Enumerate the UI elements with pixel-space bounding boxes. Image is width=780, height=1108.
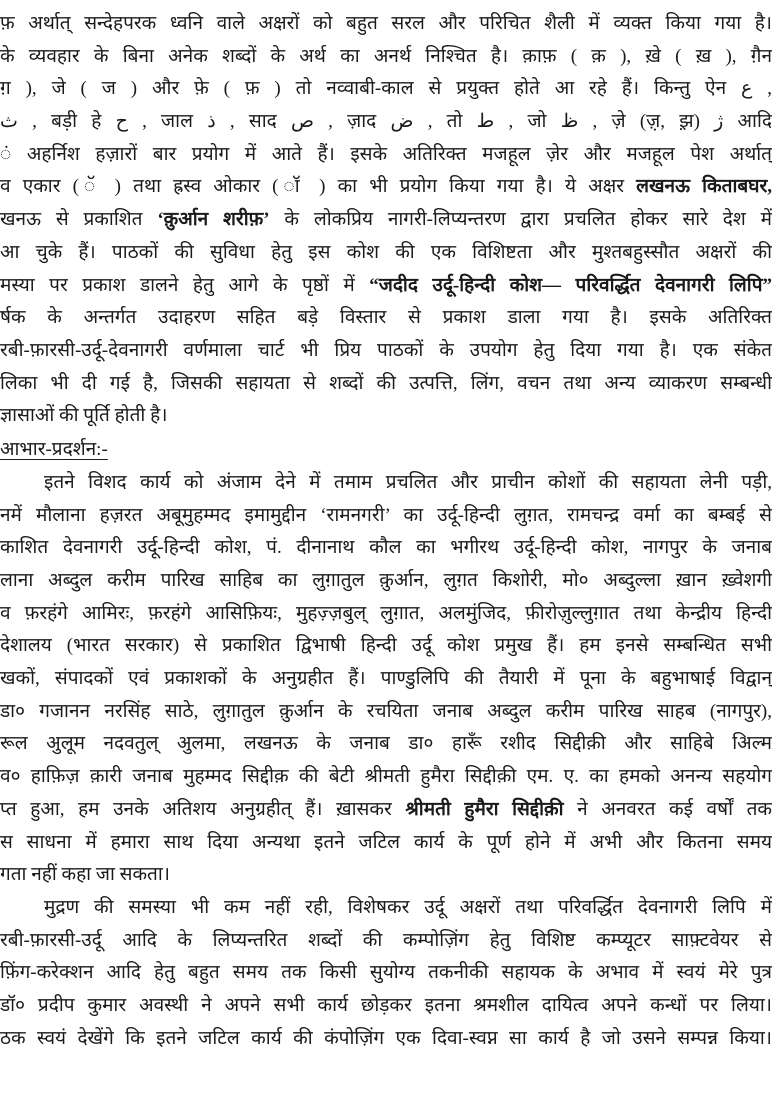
text-line — [0, 1023, 772, 1056]
text-segment: रबी-फ़ारसी-उर्दू-देवनागरी वर्णमाला चार्ट भी प्रिय पाठकों के उपयोग हेतु दिया गया है। एक संकेत — [0, 339, 772, 361]
text-segment: मुद्रण की समस्या भी कम नहीं रही, विशेषकर उर्दू अक्षरों तथा परिवर्द्धित देवनागरी लिपि में — [44, 896, 772, 918]
text-segment: ठक स्वयं देखेंगे कि इतने जटिल कार्य की कंपोज़िंग एक दिवा-स्वप्न सा कार्य है जो उसने सम्पन्न किया। — [0, 1027, 772, 1049]
text-segment: काशित देवनागरी उर्दू-हिन्दी कोश, पं. दीनानाथ कौल का भगीरथ उर्दू-हिन्दी कोश, नागपुर के जनाब — [0, 537, 772, 559]
acknowledgement-heading: आभार-प्रदर्शन:- — [0, 438, 108, 460]
bold-text: लखनऊ किताबघर, — [636, 176, 772, 198]
text-segment: लाना अब्दुल करीम पारिख साहिब का लुग़ातुल क़ुर्आन, लुग़त किशोरी, मो० अब्दुल्ला ख़ान ख़्वेशगी — [0, 570, 772, 591]
text-segment: र्षक के अन्तर्गत उदाहरण सहित बड़े विस्तार से प्रकाश डाला गया है। इसके अतिरिक्त — [0, 307, 772, 329]
text-segment: ज्ञासाओं की पूर्ति होती है। — [0, 405, 168, 427]
text-line — [0, 204, 772, 237]
text-line — [0, 139, 772, 172]
text-segment: खनऊ से प्रकाशित — [0, 209, 158, 231]
text-segment: खकों, संपादकों एवं प्रकाशकों के अनुग्रहीत हैं। पाण्डुलिपि की तैयारी में पूना के बहुभाषाई विद्वान् — [0, 668, 772, 690]
text-line — [0, 892, 772, 925]
text-line — [0, 171, 772, 204]
text-line — [0, 728, 772, 761]
text-segment: के व्यवहार के बिना अनेक शब्दों के अर्थ का अनर्थ निश्चित है। क़ाफ़ ( क़ ), ख़े ( ख़ ), ग़ैन — [0, 45, 772, 67]
text-segment: इतने विशद कार्य को अंजाम देने में तमाम प्रचलित और प्राचीन कोशों की सहायता लेनी पड़ी, — [44, 471, 772, 493]
text-segment: मस्या पर प्रकाश डालने हेतु आगे के पृष्ठों में — [0, 274, 370, 296]
text-segment: ث , बड़ी हे ح , जाल ذ , साद ص , ज़ाद ض , तो ط , जो ظ , ज़े (ज़़, झ़) ژ आदि — [0, 111, 772, 133]
text-segment: देशालय (भारत सरकार) से प्रकाशित द्विभाषी हिन्दी उर्दू कोश प्रमुख हैं। हम इनसे सम्बन्धित सभी — [0, 635, 772, 657]
text-segment: नमें मौलाना हज़रत अबूमुहम्मद इमामुद्दीन ‘रामनगरी’ का उर्दू-हिन्दी लुग़त, रामचन्द्र वर्मा का बम्बई से — [0, 504, 772, 526]
text-segment: ं अहर्निश हज़ारों बार प्रयोग में आते हैं। इसके अतिरिक्त मजहूल ज़ेर और मजहूल पेश अर्थात् — [0, 143, 772, 165]
paragraph-acknowledgements — [0, 467, 772, 892]
text-line — [0, 106, 772, 139]
text-line — [0, 990, 772, 1023]
text-line — [0, 957, 772, 990]
text-segment: डा० गजानन नरसिंह साठे, लुग़ातुल क़ुर्आन के रचयिता जनाब अब्दुल करीम पारिख साहब (नागपुर), — [0, 700, 772, 722]
text-segment: डॉ० प्रदीप कुमार अवस्थी ने अपने सभी कार्य छोड़कर इतना श्रमशील दायित्व अपने कन्धों पर लिया। — [0, 994, 772, 1016]
paragraph-script-notes — [0, 8, 772, 433]
text-segment: फ़ अर्थात् सन्देहपरक ध्वनि वाले अक्षरों को बहुत सरल और परिचित शैली में व्यक्त किया गया है। — [0, 13, 772, 34]
text-segment: प्त हुआ, हम उनके अतिशय अनुग्रहीत् हैं। ख़ासकर — [0, 798, 406, 820]
text-line — [0, 532, 772, 565]
text-segment: गता नहीं कहा जा सकता। — [0, 864, 171, 886]
text-line — [0, 73, 772, 106]
text-line — [0, 827, 772, 860]
text-line — [0, 8, 772, 41]
bold-text: “जदीद उर्दू-हिन्दी कोश— परिवर्द्धित देवनागरी लिपि” — [369, 274, 772, 296]
document-page — [0, 8, 772, 1055]
text-line — [0, 302, 772, 335]
text-line — [0, 467, 772, 500]
text-line — [0, 41, 772, 74]
text-line — [0, 237, 772, 270]
text-line — [0, 368, 772, 401]
text-line — [0, 598, 772, 631]
text-segment: रूल अुलूम नदवतुल् अुलमा, लखनऊ के जनाब डा० हारूँ रशीद सिद्दीक़ी और साहिबे अिल्म — [0, 733, 772, 755]
text-line — [0, 761, 772, 794]
text-segment: व० हाफ़िज़ क़ारी जनाब मुहम्मद सिद्दीक़ की बेटी श्रीमती हुमैरा सिद्दीक़ी एम. ए. का हमको अनन्य सहयोग — [0, 766, 772, 788]
text-line — [0, 565, 772, 598]
text-line — [0, 663, 772, 696]
section-heading — [0, 433, 772, 467]
text-segment: व फ़रहंगे आमिरः, फ़रहंगे आसिफ़ियः, मुहज़्ज़बुल् लुग़ात, अलमुंजिद, फ़ीरोज़ुल्लुग़ात तथा केन्द्रीय हिन्दी — [0, 602, 772, 624]
bold-text: श्रीमती हुमैरा सिद्दीक़ी — [405, 798, 564, 820]
bold-text: ‘क़ुर्आन शरीफ़’ — [157, 209, 270, 231]
text-line — [0, 270, 772, 303]
text-line — [0, 500, 772, 533]
text-segment: स साधना में हमारा साथ दिया अन्यथा इतने जटिल कार्य के पूर्ण होने में अभी और कितना समय — [0, 831, 772, 853]
text-line — [0, 696, 772, 729]
text-segment: आ चुके हैं। पाठकों की सुविधा हेतु इस कोश की एक विशिष्टता और मुश्तबहुस्सौत अक्षरों की — [0, 241, 772, 263]
text-segment: के लोकप्रिय नागरी-लिप्यन्तरण द्वारा प्रचलित होकर सारे देश में — [269, 209, 772, 231]
text-segment: फ़िंग-करेक्शन आदि हेतु बहुत समय तक किसी सुयोग्य तकनीकी सहायक के अभाव में स्वयं मेरे पुत्र — [0, 962, 772, 984]
text-line — [0, 400, 772, 433]
text-segment: ग़ ), जे ( ज ) और फ़े ( फ़ ) तो नव्वाबी-काल से प्रयुक्त होते आ रहे हैं। किन्तु ऐन ع , — [0, 78, 772, 100]
text-segment: रबी-फ़ारसी-उर्दू आदि के लिप्यन्तरित शब्दों की कम्पोज़िंग हेतु विशिष्ट कम्प्यूटर साफ़्टवेयर से — [0, 929, 772, 951]
text-line — [0, 630, 772, 663]
text-line — [0, 794, 772, 827]
text-line — [0, 925, 772, 958]
text-line — [0, 335, 772, 368]
text-segment: ने अनवरत कई वर्षों तक — [563, 798, 772, 820]
text-segment: व एकार ( ॅ ) तथा ह्रस्व ओकार ( ॉ ) का भी प्रयोग किया गया है। ये अक्षर — [0, 176, 637, 198]
paragraph-printing — [0, 892, 772, 1055]
text-segment: लिका भी दी गई है, जिसकी सहायता से शब्दों की उत्पत्ति, लिंग, वचन तथा अन्य व्याकरण सम्बन्धी — [0, 372, 772, 394]
text-line — [0, 859, 772, 892]
